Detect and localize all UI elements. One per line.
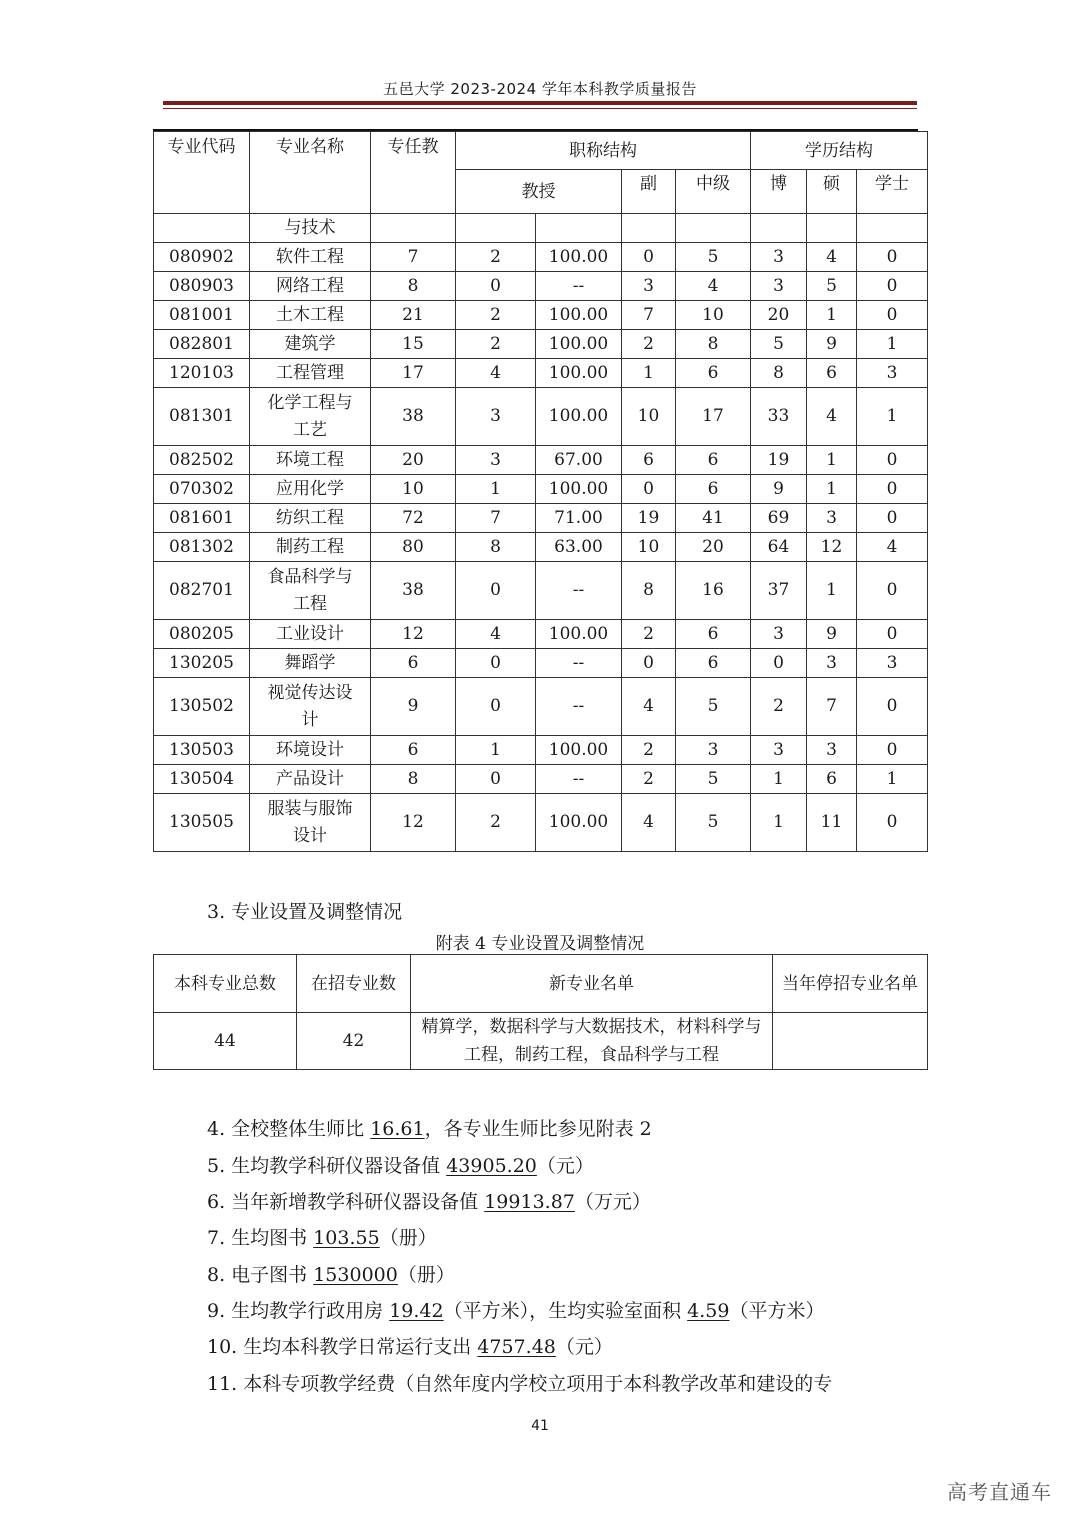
cell-teachers: 21 <box>371 301 456 330</box>
cell-prof-pct: 100.00 <box>536 301 622 330</box>
header-degree-structure: 学历结构 <box>751 132 928 170</box>
cell-master: 4 <box>807 388 857 446</box>
cell-bachelor: 0 <box>857 736 928 765</box>
cell-mid: 20 <box>676 533 751 562</box>
cell-stopped-majors <box>773 1013 928 1070</box>
cell-name: 食品科学与 工程 <box>250 562 371 620</box>
cell-name: 制药工程 <box>250 533 371 562</box>
cell-master: 9 <box>807 330 857 359</box>
cell-master: 1 <box>807 446 857 475</box>
cell-phd: 3 <box>751 736 807 765</box>
cell-master: 5 <box>807 272 857 301</box>
cell-prof: 2 <box>456 301 536 330</box>
cell-prof: 2 <box>456 794 536 852</box>
cell-teachers: 6 <box>371 649 456 678</box>
cell-assoc: 0 <box>622 243 676 272</box>
cell-code: 130205 <box>154 649 250 678</box>
cell-master: 7 <box>807 678 857 736</box>
cell-mid: 8 <box>676 330 751 359</box>
cell-teachers: 10 <box>371 475 456 504</box>
cell-assoc: 3 <box>622 272 676 301</box>
cell-master: 6 <box>807 765 857 794</box>
cell-bachelor: 0 <box>857 562 928 620</box>
cell-code: 081302 <box>154 533 250 562</box>
cell-name: 产品设计 <box>250 765 371 794</box>
cell-assoc: 2 <box>622 620 676 649</box>
cell-total-majors: 44 <box>154 1013 297 1070</box>
header-stopped-majors: 当年停招专业名单 <box>773 955 928 1013</box>
cell-bachelor: 1 <box>857 765 928 794</box>
cell-prof: 0 <box>456 272 536 301</box>
cell-code: 130502 <box>154 678 250 736</box>
cell-bachelor: 0 <box>857 678 928 736</box>
cell-bachelor: 0 <box>857 243 928 272</box>
cell-prof: 8 <box>456 533 536 562</box>
cell-code: 081001 <box>154 301 250 330</box>
cell-teachers: 6 <box>371 736 456 765</box>
table-row <box>154 359 928 388</box>
cell-new-majors: 精算学，数据科学与大数据技术，材料科学与工程，制药工程，食品科学与工程 <box>411 1013 773 1070</box>
cell-assoc: 0 <box>622 475 676 504</box>
cell-bachelor: 1 <box>857 330 928 359</box>
header-assoc: 副 <box>622 170 676 214</box>
cell-master: 9 <box>807 620 857 649</box>
cell-teachers: 9 <box>371 678 456 736</box>
faculty-structure-table <box>153 131 928 852</box>
cell-phd: 37 <box>751 562 807 620</box>
cell-prof-pct: -- <box>536 272 622 301</box>
table-caption: 附表 4 专业设置及调整情况 <box>435 934 645 954</box>
cell-phd: 8 <box>751 359 807 388</box>
cell-phd: 5 <box>751 330 807 359</box>
cell-prof-pct: 100.00 <box>536 243 622 272</box>
table-row <box>154 446 928 475</box>
cell-teachers: 8 <box>371 272 456 301</box>
cell-name: 工业设计 <box>250 620 371 649</box>
cell-master: 3 <box>807 504 857 533</box>
cell-prof-pct: 100.00 <box>536 475 622 504</box>
cell-prof: 0 <box>456 678 536 736</box>
table-row <box>154 504 928 533</box>
cell-bachelor: 0 <box>857 446 928 475</box>
table-row <box>154 388 928 446</box>
item-4: 4. 全校整体生师比 16.61，各专业生师比参见附表 2 <box>207 1118 652 1140</box>
cell-prof-pct: 100.00 <box>536 620 622 649</box>
cell-prof-pct: 100.00 <box>536 736 622 765</box>
cell-master: 4 <box>807 243 857 272</box>
cell-name: 环境工程 <box>250 446 371 475</box>
header-master: 硕 <box>807 170 857 214</box>
header-title-structure: 职称结构 <box>456 132 751 170</box>
cell-prof: 0 <box>456 649 536 678</box>
table-row <box>154 678 928 736</box>
cell-phd: 3 <box>751 620 807 649</box>
cell-code: 080902 <box>154 243 250 272</box>
cell-teachers: 80 <box>371 533 456 562</box>
cell-master: 1 <box>807 475 857 504</box>
cell-mid: 3 <box>676 736 751 765</box>
cell-teachers: 17 <box>371 359 456 388</box>
item-10: 10. 生均本科教学日常运行支出 4757.48（元） <box>207 1336 613 1358</box>
cell-bachelor: 0 <box>857 794 928 852</box>
cell-enrolling-majors: 42 <box>297 1013 411 1070</box>
cell-prof: 0 <box>456 562 536 620</box>
cell-master: 1 <box>807 301 857 330</box>
cell-bachelor: 3 <box>857 649 928 678</box>
cell-prof-pct: 100.00 <box>536 794 622 852</box>
cell-mid: 16 <box>676 562 751 620</box>
cell-name: 网络工程 <box>250 272 371 301</box>
table-row <box>154 243 928 272</box>
cell-prof: 0 <box>456 765 536 794</box>
cell-phd: 1 <box>751 794 807 852</box>
cell-teachers: 38 <box>371 562 456 620</box>
cell-name: 建筑学 <box>250 330 371 359</box>
cell-assoc: 8 <box>622 562 676 620</box>
cell-teachers: 15 <box>371 330 456 359</box>
cell-code: 082701 <box>154 562 250 620</box>
cell-prof: 3 <box>456 388 536 446</box>
cell-mid: 6 <box>676 649 751 678</box>
cell-bachelor: 0 <box>857 272 928 301</box>
cell-name: 软件工程 <box>250 243 371 272</box>
cell-mid: 5 <box>676 678 751 736</box>
item-7: 7. 生均图书 103.55（册） <box>207 1227 437 1249</box>
header-enrolling-majors: 在招专业数 <box>297 955 411 1013</box>
cell-master: 11 <box>807 794 857 852</box>
cell-phd: 0 <box>751 649 807 678</box>
table-row <box>154 272 928 301</box>
header-mid: 中级 <box>676 170 751 214</box>
cell-phd: 2 <box>751 678 807 736</box>
cell-name: 服装与服饰 设计 <box>250 794 371 852</box>
cell-phd: 20 <box>751 301 807 330</box>
table-row <box>154 301 928 330</box>
cell-mid: 6 <box>676 475 751 504</box>
cell-teachers: 7 <box>371 243 456 272</box>
cell-phd: 19 <box>751 446 807 475</box>
cell-phd: 33 <box>751 388 807 446</box>
cell-teachers: 38 <box>371 388 456 446</box>
cell-prof-pct: 63.00 <box>536 533 622 562</box>
cell-bachelor: 4 <box>857 533 928 562</box>
item-9: 9. 生均教学行政用房 19.42（平方米），生均实验室面积 4.59（平方米） <box>207 1300 825 1322</box>
cell-name: 工程管理 <box>250 359 371 388</box>
cell-bachelor: 0 <box>857 301 928 330</box>
cell-code: 070302 <box>154 475 250 504</box>
cell-teachers: 72 <box>371 504 456 533</box>
cell-code: 130504 <box>154 765 250 794</box>
cell-assoc: 6 <box>622 446 676 475</box>
watermark: 高考直通车 <box>947 1480 1052 1504</box>
cell-prof-pct: 67.00 <box>536 446 622 475</box>
cell-master: 12 <box>807 533 857 562</box>
cell-assoc: 2 <box>622 330 676 359</box>
cell-assoc: 4 <box>622 794 676 852</box>
header-new-majors: 新专业名单 <box>411 955 773 1013</box>
cell-prof: 2 <box>456 243 536 272</box>
table-row <box>154 533 928 562</box>
cell-prof: 3 <box>456 446 536 475</box>
cell-prof-pct: -- <box>536 562 622 620</box>
cell-assoc: 0 <box>622 649 676 678</box>
cell-master: 6 <box>807 359 857 388</box>
cell-prof-pct: 100.00 <box>536 359 622 388</box>
cell-name: 环境设计 <box>250 736 371 765</box>
cell-prof: 1 <box>456 475 536 504</box>
table-row-continuation <box>154 214 928 243</box>
cell-code: 082801 <box>154 330 250 359</box>
cell-bachelor: 0 <box>857 475 928 504</box>
cell-teachers: 8 <box>371 765 456 794</box>
cell-assoc: 10 <box>622 533 676 562</box>
cell-name: 与技术 <box>250 214 371 243</box>
cell-mid: 4 <box>676 272 751 301</box>
header-fulltime: 专任教 <box>371 132 456 214</box>
cell-mid: 5 <box>676 243 751 272</box>
cell-assoc: 19 <box>622 504 676 533</box>
major-adjustment-table <box>153 954 928 1070</box>
cell-teachers: 20 <box>371 446 456 475</box>
cell-master: 3 <box>807 736 857 765</box>
cell-assoc: 2 <box>622 736 676 765</box>
item-5: 5. 生均教学科研仪器设备值 43905.20（元） <box>207 1155 594 1177</box>
cell-code: 130505 <box>154 794 250 852</box>
cell-prof-pct: -- <box>536 678 622 736</box>
cell-code: 120103 <box>154 359 250 388</box>
table-row <box>154 736 928 765</box>
cell-prof-pct: 71.00 <box>536 504 622 533</box>
cell-phd: 64 <box>751 533 807 562</box>
page-number: 41 <box>531 1418 549 1434</box>
cell-mid: 5 <box>676 765 751 794</box>
cell-mid: 41 <box>676 504 751 533</box>
table-row <box>154 649 928 678</box>
cell-phd: 1 <box>751 765 807 794</box>
cell-code: 130503 <box>154 736 250 765</box>
cell-name: 纺织工程 <box>250 504 371 533</box>
header-professor: 教授 <box>456 170 622 214</box>
table-row <box>154 562 928 620</box>
cell-mid: 6 <box>676 620 751 649</box>
header-rule-thin <box>163 108 917 109</box>
cell-bachelor: 0 <box>857 504 928 533</box>
table-row <box>154 794 928 852</box>
cell-assoc: 1 <box>622 359 676 388</box>
table-row <box>154 475 928 504</box>
cell-master: 3 <box>807 649 857 678</box>
cell-code: 081301 <box>154 388 250 446</box>
cell-name: 舞蹈学 <box>250 649 371 678</box>
table-row <box>154 765 928 794</box>
cell-name: 视觉传达设 计 <box>250 678 371 736</box>
header-rule-thick <box>163 101 917 105</box>
cell-mid: 10 <box>676 301 751 330</box>
cell-mid: 5 <box>676 794 751 852</box>
cell-assoc: 4 <box>622 678 676 736</box>
table-row <box>154 620 928 649</box>
cell-assoc: 10 <box>622 388 676 446</box>
cell-code: 081601 <box>154 504 250 533</box>
cell-name: 土木工程 <box>250 301 371 330</box>
cell-prof: 4 <box>456 620 536 649</box>
cell-prof-pct: -- <box>536 649 622 678</box>
cell-phd: 69 <box>751 504 807 533</box>
cell-prof: 7 <box>456 504 536 533</box>
cell-prof-pct: 100.00 <box>536 388 622 446</box>
cell-bachelor: 3 <box>857 359 928 388</box>
cell-prof: 1 <box>456 736 536 765</box>
cell-code: 082502 <box>154 446 250 475</box>
cell-teachers: 12 <box>371 794 456 852</box>
cell-phd: 9 <box>751 475 807 504</box>
item-6: 6. 当年新增教学科研仪器设备值 19913.87（万元） <box>207 1191 651 1213</box>
cell-prof-pct: 100.00 <box>536 330 622 359</box>
cell-mid: 17 <box>676 388 751 446</box>
item-8: 8. 电子图书 1530000（册） <box>207 1264 455 1286</box>
header-name: 专业名称 <box>250 132 371 214</box>
cell-assoc: 2 <box>622 765 676 794</box>
cell-prof-pct: -- <box>536 765 622 794</box>
header-total-majors: 本科专业总数 <box>154 955 297 1013</box>
cell-prof: 2 <box>456 330 536 359</box>
cell-name: 应用化学 <box>250 475 371 504</box>
header-code: 专业代码 <box>154 132 250 214</box>
cell-master: 1 <box>807 562 857 620</box>
table-row <box>154 330 928 359</box>
cell-code: 080903 <box>154 272 250 301</box>
cell-mid: 6 <box>676 359 751 388</box>
header-bachelor: 学士 <box>857 170 928 214</box>
cell-assoc: 7 <box>622 301 676 330</box>
cell-bachelor: 1 <box>857 388 928 446</box>
header-phd: 博 <box>751 170 807 214</box>
cell-bachelor: 0 <box>857 620 928 649</box>
cell-prof: 4 <box>456 359 536 388</box>
cell-mid: 6 <box>676 446 751 475</box>
cell-phd: 3 <box>751 272 807 301</box>
cell-code: 080205 <box>154 620 250 649</box>
cell-phd: 3 <box>751 243 807 272</box>
cell-teachers: 12 <box>371 620 456 649</box>
item-11: 11. 本科专项教学经费（自然年度内学校立项用于本科教学改革和建设的专 <box>207 1373 833 1395</box>
section-title: 3. 专业设置及调整情况 <box>207 901 403 923</box>
cell-name: 化学工程与 工艺 <box>250 388 371 446</box>
report-header: 五邑大学 2023-2024 学年本科教学质量报告 <box>383 80 697 98</box>
